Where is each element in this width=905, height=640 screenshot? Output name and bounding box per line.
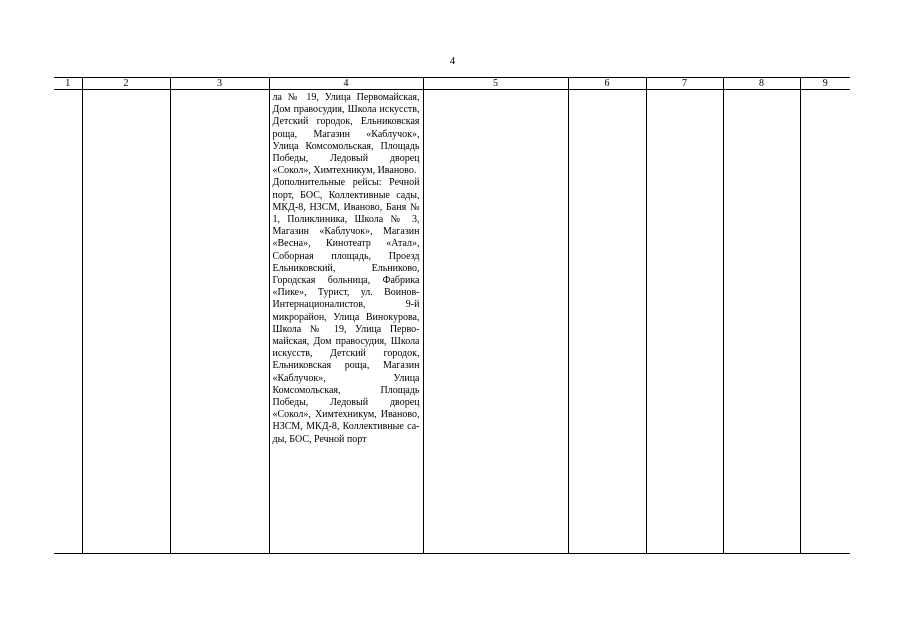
column-header-7: 7 — [646, 78, 723, 90]
column-header-1: 1 — [54, 78, 82, 90]
cell-col7 — [646, 90, 723, 554]
column-header-5: 5 — [423, 78, 568, 90]
cell-col3 — [170, 90, 269, 554]
column-header-9: 9 — [800, 78, 850, 90]
route-main-stops: ла № 19, Улица Первомайская, Дом правосудия, Школа искусств, Детский городок, Ельниковская роща, Магазин «Каблучок», Улица Комсомольская, Площадь Победы, Ледовый дворец «Сокол», Химтехникум, Иваново. — [272, 92, 420, 177]
cell-col8 — [723, 90, 800, 554]
route-additional-trips: Дополнительные рейсы: Речной порт, БОС, Коллективные сады, МКД-8, НЗСМ, Иваново, Баня № 1, Поликлиника, Школа № 3, Магазин «Каблучок», Магазин «Весна», Кинотеатр «Атал», Соборная площадь, Проезд Ельниковский, Ельниково, Городская больница, Фабрика «Пике», Турист, ул. Воинов-Интернационалистов, 9-й микрорайон, Улица Винокурова, Школа № 19, Улица Первомайская, Дом правосудия, Школа искусств, Детский городок, Ельниковская роща, Магазин «Каблучок», Улица Комсомольская, Площадь Победы, Ледовый дворец «Сокол», Химтехникум, Иваново, НЗСМ, МКД-8, Коллективные сады, БОС, Речной порт — [272, 177, 420, 445]
table-row — [54, 90, 850, 554]
column-header-3: 3 — [170, 78, 269, 90]
column-header-6: 6 — [568, 78, 646, 90]
cell-col9 — [800, 90, 850, 554]
cell-col6 — [568, 90, 646, 554]
cell-route-stops — [269, 90, 423, 554]
page-number: 4 — [449, 55, 456, 67]
column-header-4: 4 — [269, 78, 423, 90]
route-stops-text — [270, 90, 423, 446]
column-header-2: 2 — [82, 78, 170, 90]
cell-col1 — [54, 90, 82, 554]
cell-col2 — [82, 90, 170, 554]
cell-col5 — [423, 90, 568, 554]
column-header-8: 8 — [723, 78, 800, 90]
header-row — [54, 78, 850, 90]
route-table — [54, 77, 850, 554]
